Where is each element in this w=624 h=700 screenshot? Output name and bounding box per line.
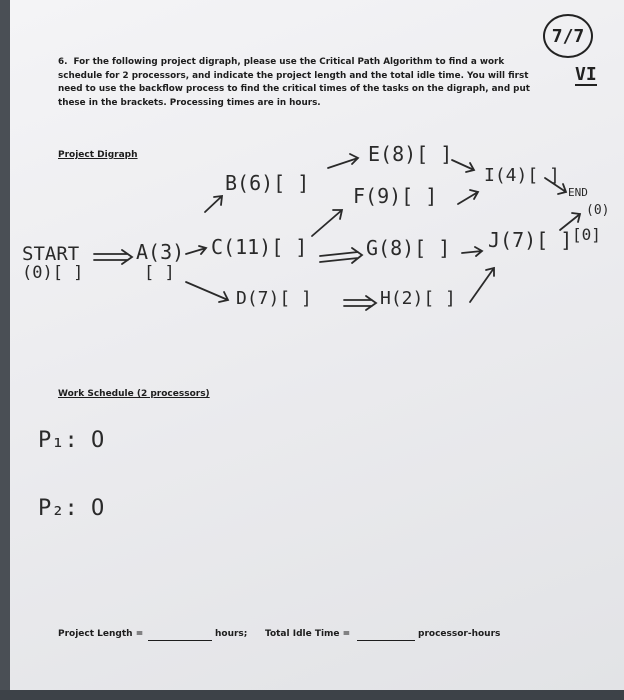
arrow-c-g — [320, 248, 362, 263]
processor-hours-label: processor-hours — [418, 629, 501, 639]
hours-label: hours; — [215, 629, 248, 639]
arrow-e-i — [452, 160, 474, 172]
processor-2-row: P₂: O — [38, 496, 105, 521]
arrow-f-i — [458, 190, 478, 204]
digraph-label: Project Digraph — [58, 150, 138, 160]
node-f: F(9)[ ] — [353, 184, 438, 208]
node-a: A(3) — [136, 240, 185, 264]
processor-1-row: P₁: O — [38, 428, 105, 453]
arrow-j-end — [560, 213, 580, 230]
idle-time-label: Total Idle Time = — [265, 629, 351, 639]
arrow-i-end — [545, 178, 566, 194]
grade-circle: 7/7 — [543, 14, 593, 58]
arrow-a-b — [205, 196, 222, 212]
arrow-h-j — [470, 268, 494, 302]
node-c: C(11)[ ] — [211, 235, 308, 259]
node-g: G(8)[ ] — [366, 236, 451, 260]
idle-time-blank[interactable] — [357, 640, 415, 641]
arrow-a-c — [186, 246, 206, 254]
start-time: (0)[ ] — [22, 263, 84, 283]
node-j: J(7)[ ] — [488, 228, 573, 252]
arrow-g-j — [462, 247, 482, 256]
node-h: H(2)[ ] — [380, 288, 456, 309]
project-length-label: Project Length = — [58, 629, 144, 639]
arrow-d-h — [344, 296, 376, 310]
question-number: 6. — [58, 57, 68, 67]
node-end: END — [568, 186, 588, 199]
end-time: (0) — [586, 203, 610, 218]
node-e: E(8)[ ] — [368, 142, 453, 166]
end-bracket: [0] — [572, 225, 601, 244]
grade-note: VI — [575, 64, 597, 85]
a-bracket: [ ] — [144, 263, 175, 283]
question-body: For the following project digraph, please use the Critical Path Algorithm to find a work schedule for 2 processors, and indicate the project length and the total idle time. You will first need to use the backflow process to find the critical times of the tasks on the digraph, and put these in the brackets. Processing times are in hours. — [58, 57, 530, 108]
node-start: START — [22, 243, 80, 265]
arrow-b-e — [328, 154, 358, 168]
arrow-start-a — [94, 250, 132, 264]
node-i: I(4)[ ] — [484, 165, 560, 186]
project-length-blank[interactable] — [148, 640, 212, 641]
node-b: B(6)[ ] — [225, 171, 310, 195]
arrow-c-f — [312, 210, 342, 236]
arrow-a-d — [186, 282, 228, 302]
schedule-label: Work Schedule (2 processors) — [58, 389, 210, 399]
node-d: D(7)[ ] — [236, 288, 312, 309]
